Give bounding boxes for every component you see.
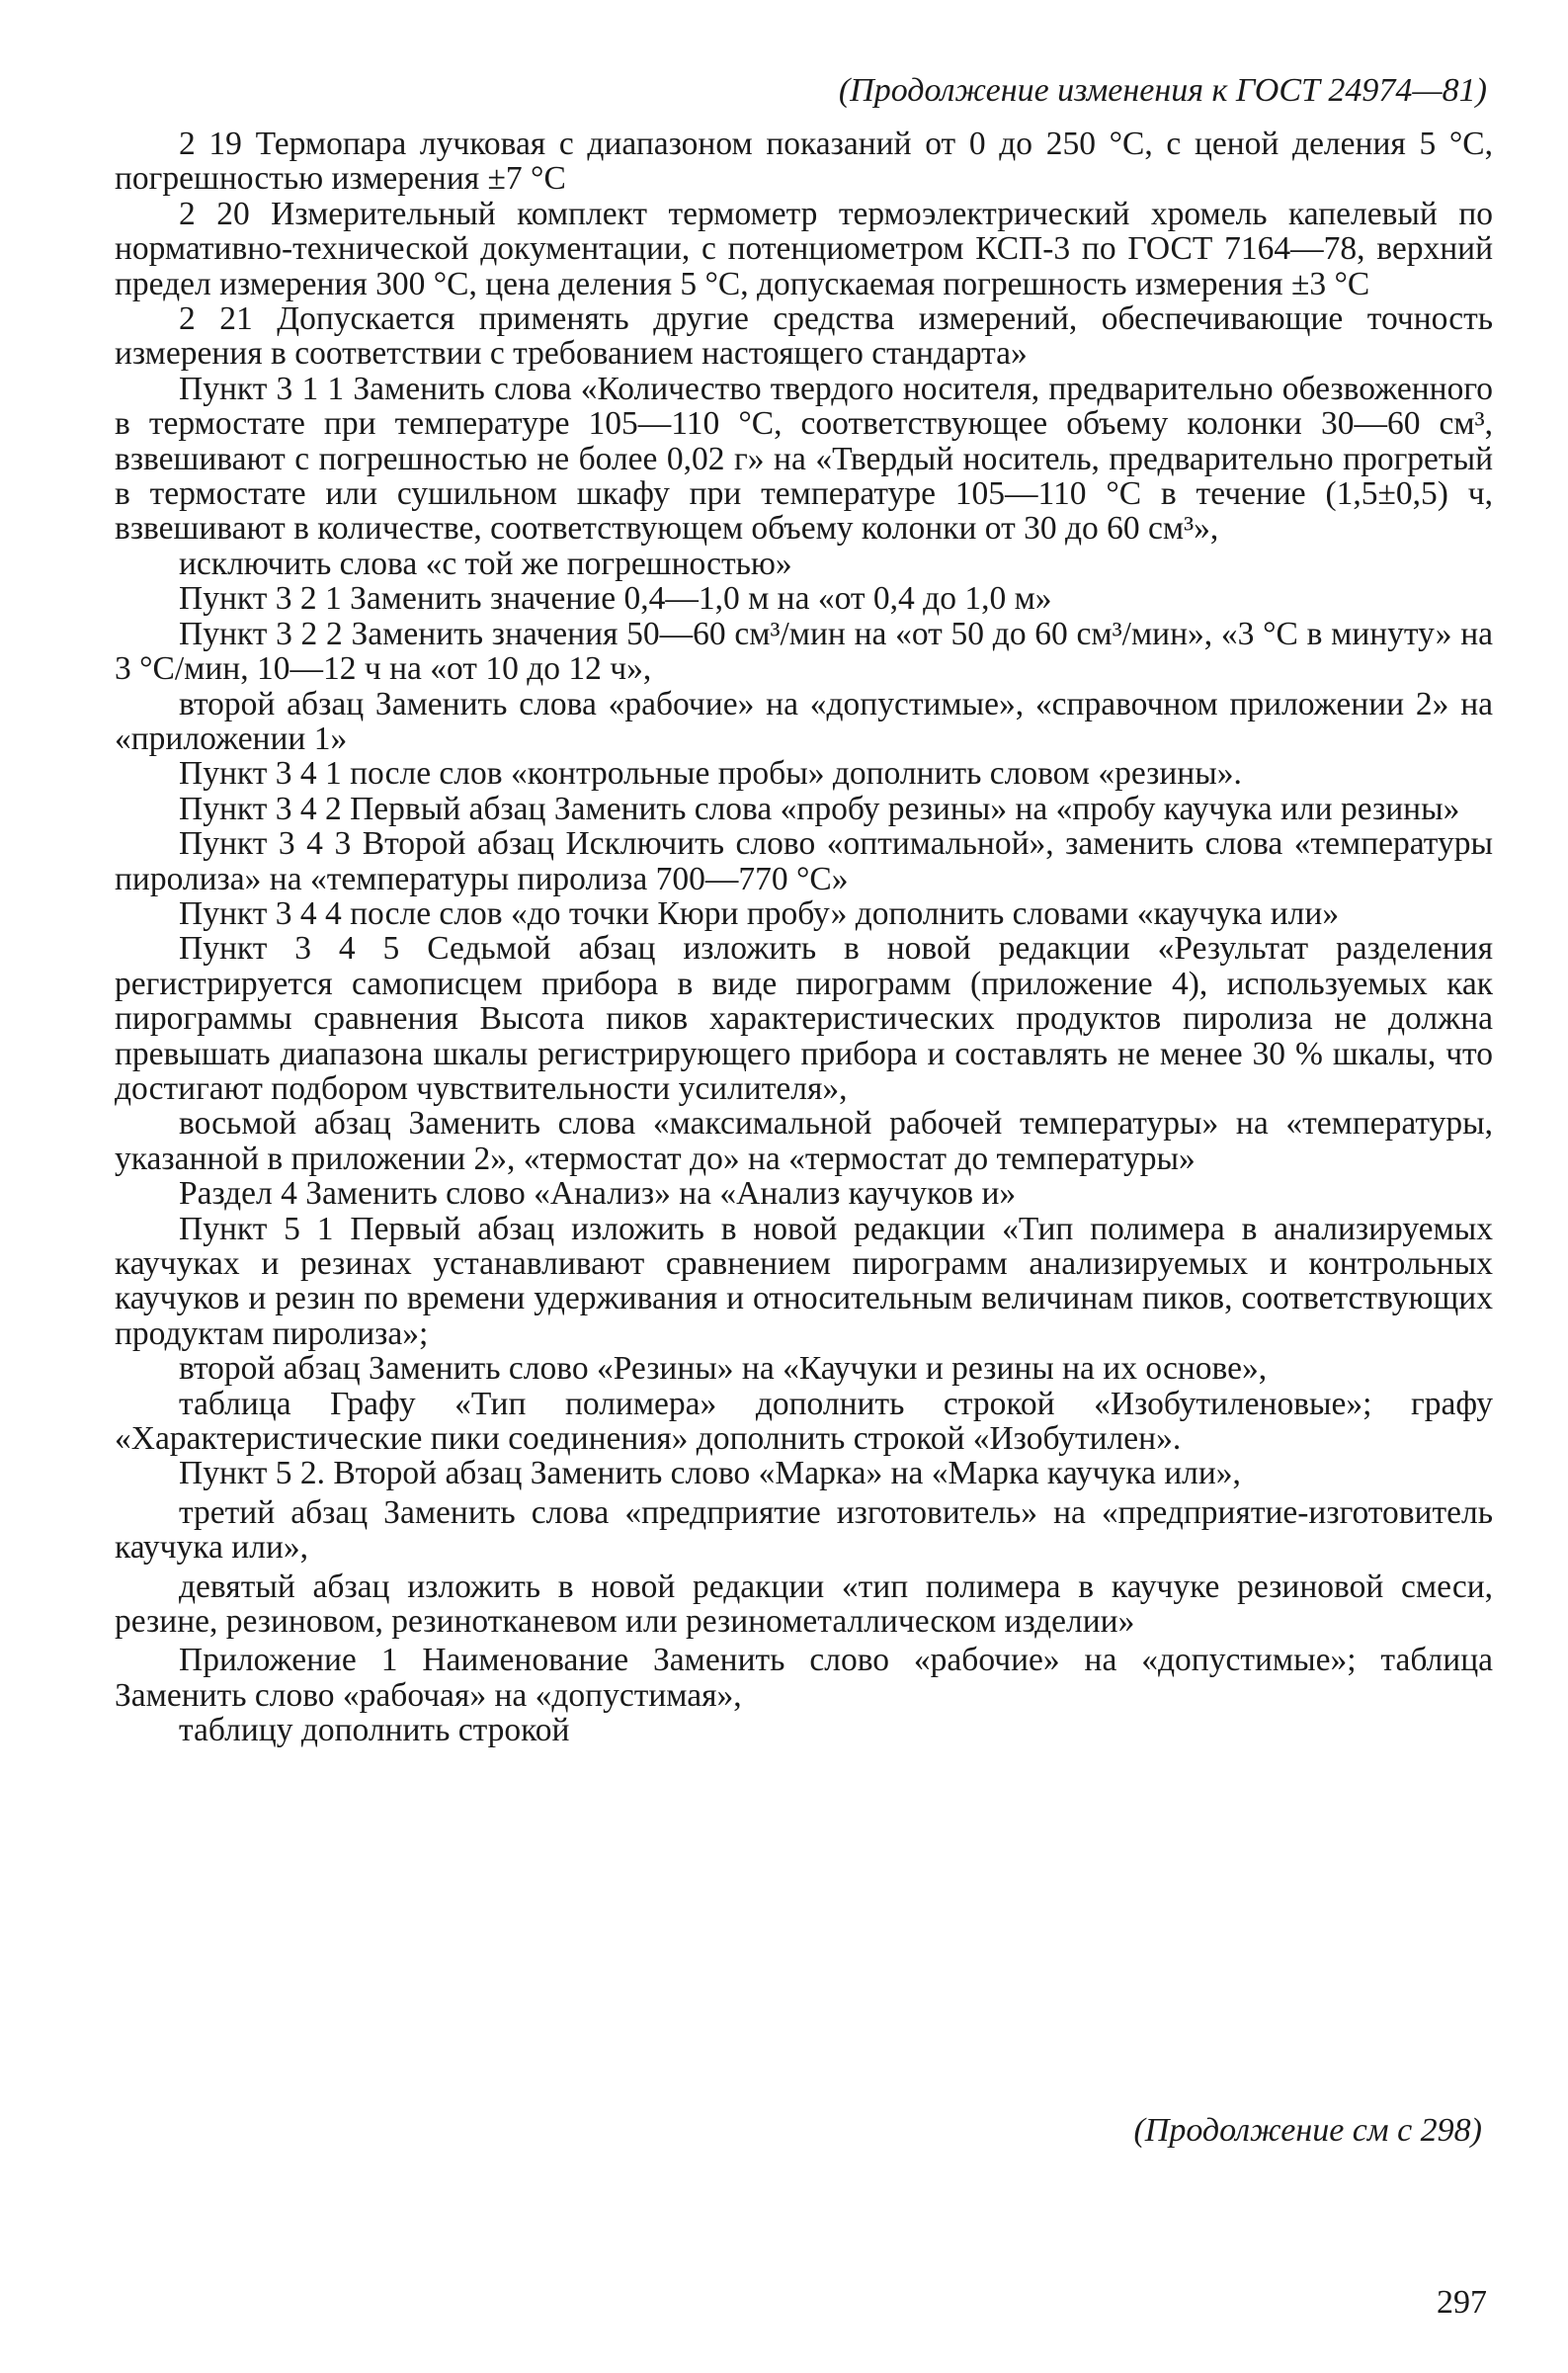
paragraph: Пункт 3 2 2 Заменить значения 50—60 см³/мин на «от 50 до 60 см³/мин», «3 °С в минуту» на 3 °С/мин, 10—12 ч на «от 10 до 12 ч», <box>115 615 1493 688</box>
paragraph: Пункт 5 1 Первый абзац изложить в новой редакции «Тип полимера в анализируемых каучуках и резинах устанавливают сравнением пирограмм анализируемых и контрольных каучуков и резин по времени удерживания и относительным величинам пиков, соответствующих продуктам пиролиза»; <box>115 1210 1493 1352</box>
paragraph: Пункт 3 4 4 после слов «до точки Кюри пробу» дополнить словами «каучука или» <box>179 894 1340 932</box>
page-number: 297 <box>1437 2284 1487 2321</box>
paragraph: Пункт 3 4 3 Второй абзац Исключить слово «оптимальной», заменить слова «температуры пиролиза» на «температуры пиролиза 700—770 °С» <box>115 825 1493 897</box>
paragraph: третий абзац Заменить слова «предприятие изготовитель» на «предприятие-изготовитель каучука или», <box>115 1493 1493 1567</box>
paragraph: таблица Графу «Тип полимера» дополнить строкой «Изобутиленовые»; графу «Характеристические пики соединения» дополнить строкой «Изобутилен». <box>115 1385 1493 1458</box>
paragraph: Пункт 3 4 2 Первый абзац Заменить слова «пробу резины» на «пробу каучука или резины» <box>179 790 1460 827</box>
paragraph: девятый абзац изложить в новой редакции «тип полимера в каучуке резиновой смеси, резине, резиновом, резинотканевом или резинометаллическом изделии» <box>115 1568 1493 1641</box>
paragraph: второй абзац Заменить слова «рабочие» на «допустимые», «справочном приложении 2» на «приложении 1» <box>115 685 1493 757</box>
continuation-note: (Продолжение см с 298) <box>1133 2112 1482 2149</box>
paragraph: Пункт 3 4 5 Седьмой абзац изложить в новой редакции «Результат разделения регистрируется самописцем прибора в виде пирограмм (приложение 4), используемых как пирограммы сравнения Высота пиков характеристических продуктов пиролиза не должна превышать диапазона шкалы регистрирующего прибора и составлять не менее 30 % шкалы, что достигают подбором чувствительности усилителя», <box>115 930 1493 1107</box>
running-header: (Продолжение изменения к ГОСТ 24974—81) <box>838 72 1487 109</box>
amendment-text <box>115 127 1493 1748</box>
paragraph: Приложение 1 Наименование Заменить слово «рабочие» на «допустимые»; таблица Заменить слово «рабочая» на «допустимая», <box>115 1642 1493 1714</box>
paragraph: Раздел 4 Заменить слово «Анализ» на «Анализ каучуков и» <box>179 1175 1017 1213</box>
paragraph: 2 21 Допускается применять другие средства измерений, обеспечивающие точность измерения в соответствии с требованием настоящего стандарта» <box>115 300 1493 373</box>
paragraph: Пункт 3 4 1 после слов «контрольные пробы» дополнить словом «резины». <box>179 755 1242 793</box>
paragraph: Пункт 5 2. Второй абзац Заменить слово «Марка» на «Марка каучука или», <box>179 1455 1241 1492</box>
paragraph: исключить слова «с той же погрешностью» <box>179 545 792 582</box>
paragraph: Пункт 3 1 1 Заменить слова «Количество твердого носителя, предварительно обезвоженного в термостате при температуре 105—110 °С, соответствующее объему колонки 30—60 см³, взвешивают с погрешностью не более 0,02 г» на «Твердый носитель, предварительно прогретый в термостате или сушильном шкафу при температуре 105—110 °С в течение (1,5±0,5) ч, взвешивают в количестве, соответствующем объему колонки от 30 до 60 см³», <box>115 370 1493 548</box>
paragraph: восьмой абзац Заменить слова «максимальной рабочей температуры» на «температуры, указанной в приложении 2», «термостат до» на «термостат до температуры» <box>115 1105 1493 1177</box>
paragraph: Пункт 3 2 1 Заменить значение 0,4—1,0 м на «от 0,4 до 1,0 м» <box>179 580 1052 618</box>
paragraph: таблицу дополнить строкой <box>179 1712 570 1749</box>
paragraph: 2 20 Измерительный комплект термометр термоэлектрический хромель капелевый по нормативно-технической документации, с потенциометром КСП-3 по ГОСТ 7164—78, верхний предел измерения 300 °С, цена деления 5 °С, допускаемая погрешность измерения ±3 °С <box>115 195 1493 302</box>
paragraph: второй абзац Заменить слово «Резины» на «Каучуки и резины на их основе», <box>179 1350 1268 1388</box>
paragraph: 2 19 Термопара лучковая с диапазоном показаний от 0 до 250 °С, с ценой деления 5 °С, погрешностью измерения ±7 °С <box>115 126 1493 198</box>
